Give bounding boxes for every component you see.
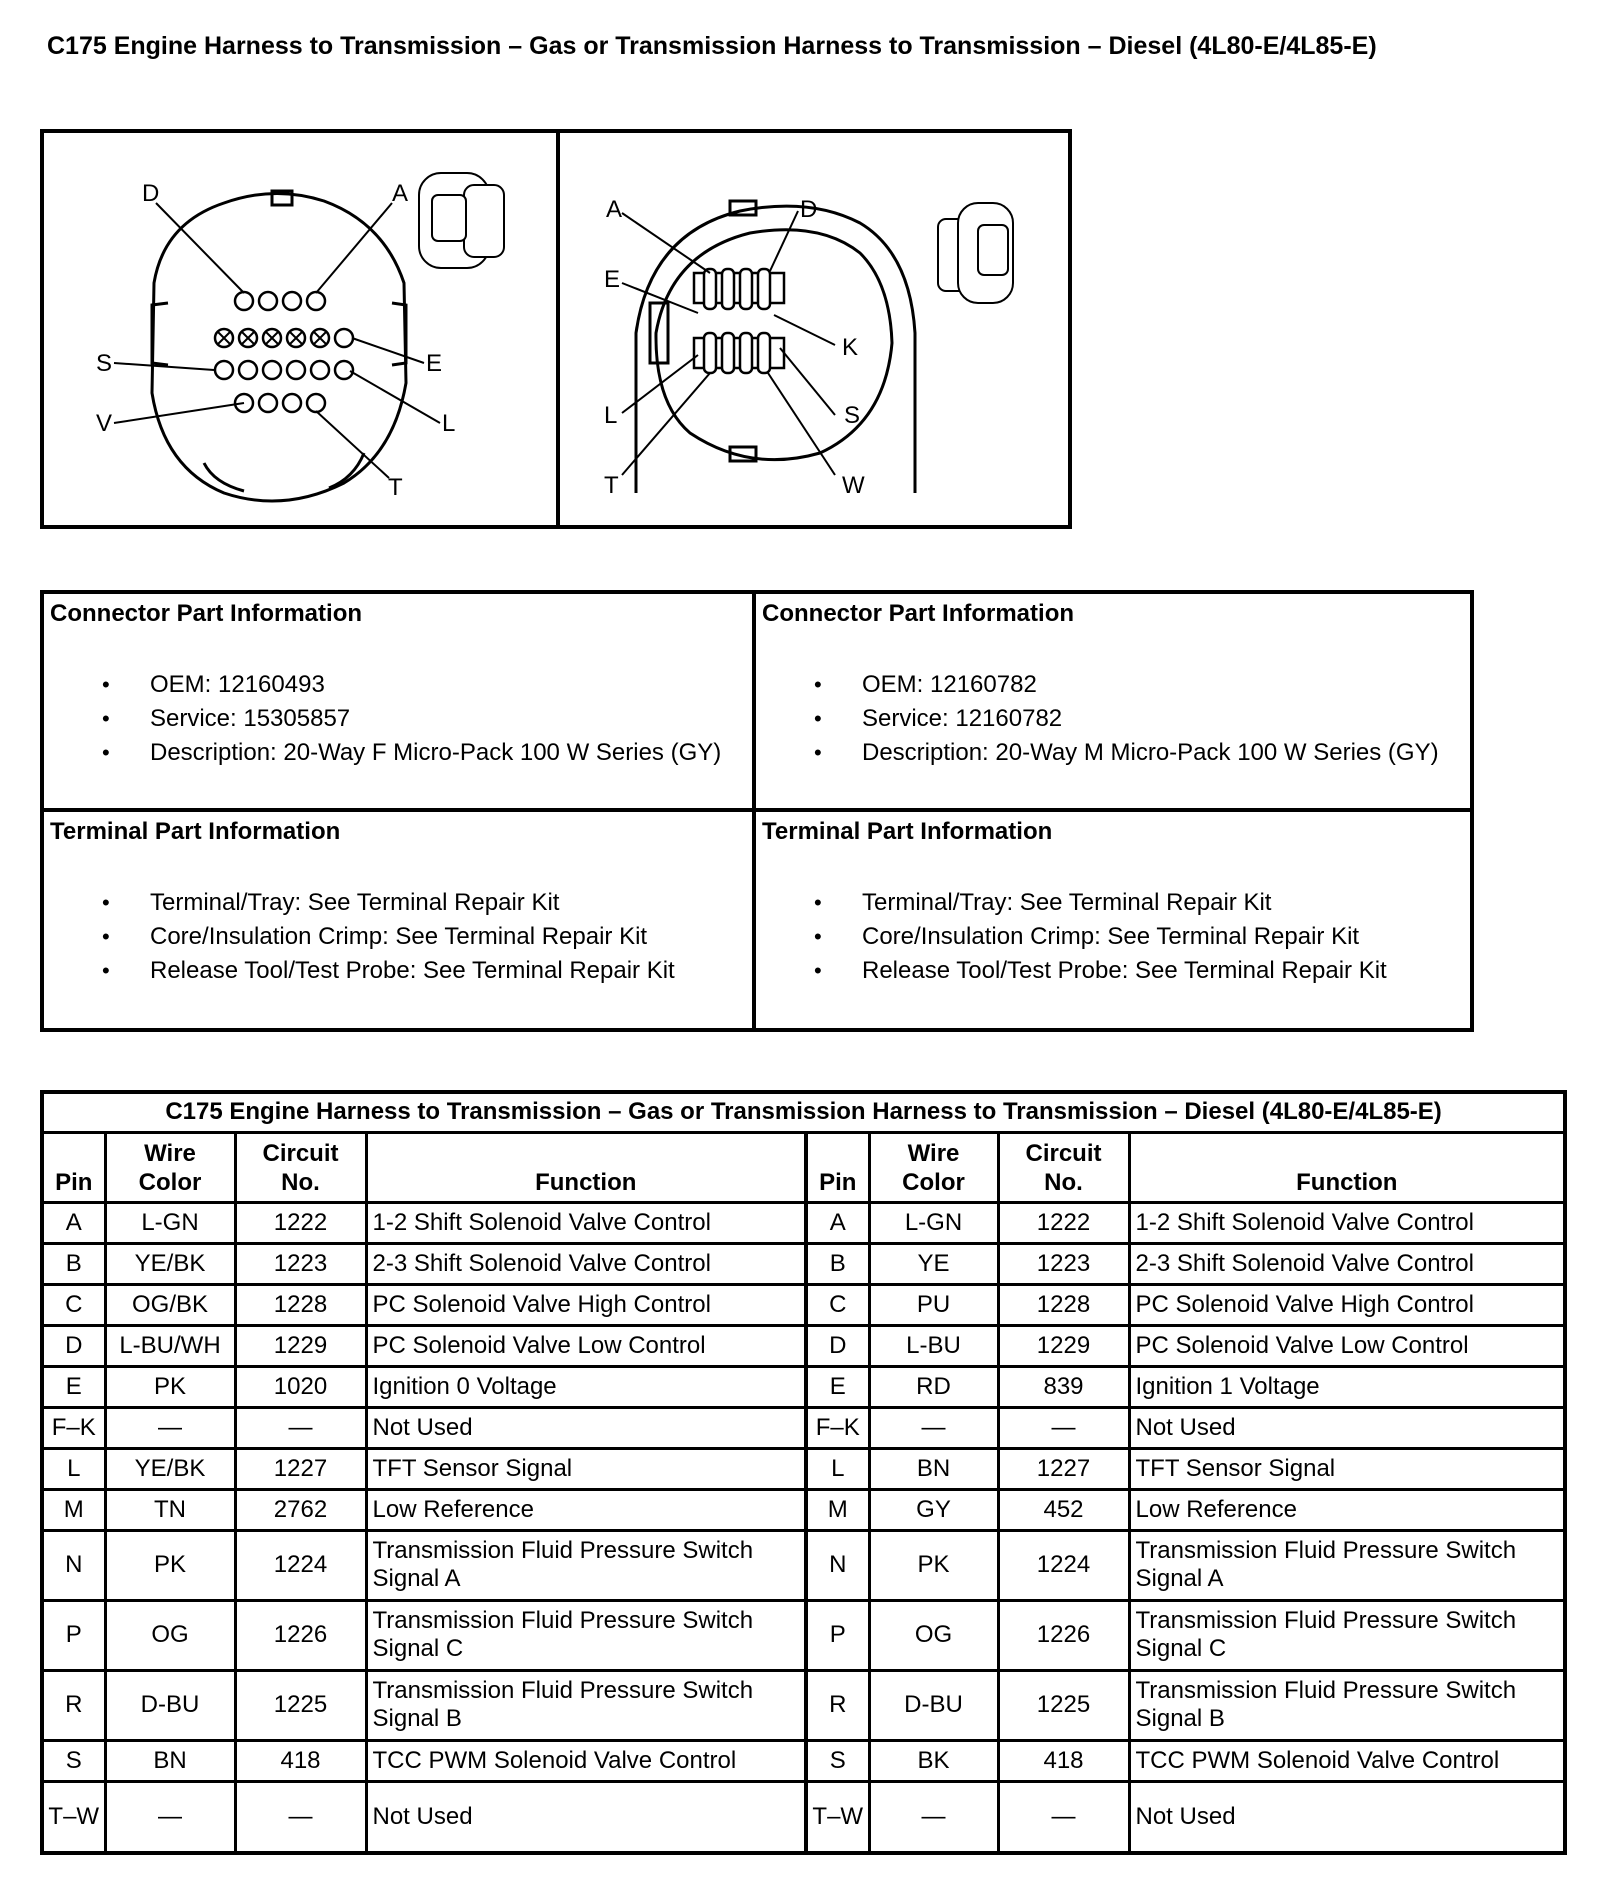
wire-color-cell: RD	[869, 1366, 998, 1407]
label-A: A	[392, 180, 409, 207]
wire-color-cell: OG	[869, 1600, 998, 1670]
bullet-list	[50, 886, 746, 988]
circuit-cell: —	[998, 1781, 1129, 1853]
wire-color-cell: PK	[869, 1530, 998, 1600]
circuit-cell: 1222	[998, 1202, 1129, 1243]
circuit-cell: 452	[998, 1489, 1129, 1530]
function-cell: 1-2 Shift Solenoid Valve Control	[366, 1202, 806, 1243]
wire-color-cell: D-BU	[869, 1670, 998, 1740]
pin-cell: E	[806, 1366, 869, 1407]
pin-cell: T–W	[806, 1781, 869, 1853]
function-cell: TCC PWM Solenoid Valve Control	[366, 1740, 806, 1781]
pin-cell: P	[806, 1600, 869, 1670]
list-item: • Core/Insulation Crimp: See Terminal Repair Kit	[50, 920, 746, 954]
table-row	[42, 1530, 1565, 1600]
label-W-right: W	[842, 472, 865, 499]
connector-inset-icon-right	[938, 203, 1013, 303]
pin-cell: S	[806, 1740, 869, 1781]
table-row	[42, 1448, 1565, 1489]
list-item: • OEM: 12160493	[50, 668, 746, 702]
wire-color-cell: —	[105, 1407, 235, 1448]
function-cell: TCC PWM Solenoid Valve Control	[1129, 1740, 1565, 1781]
function-cell: TFT Sensor Signal	[1129, 1448, 1565, 1489]
header-pin: Pin	[42, 1132, 105, 1202]
circuit-cell: 839	[998, 1366, 1129, 1407]
page-title: C175 Engine Harness to Transmission – Gas or Transmission Harness to Transmission – Diesel (4L80-E/4L85-E)	[47, 32, 1377, 60]
wire-color-cell: GY	[869, 1489, 998, 1530]
pin-cell: R	[42, 1670, 105, 1740]
circuit-cell: 1229	[235, 1325, 366, 1366]
circuit-cell: 1227	[998, 1448, 1129, 1489]
label-L: L	[442, 410, 456, 437]
pin-cell: N	[42, 1530, 105, 1600]
pin-cell: F–K	[806, 1407, 869, 1448]
label-T: T	[388, 474, 403, 501]
table-row	[42, 1740, 1565, 1781]
circuit-cell: 1226	[235, 1600, 366, 1670]
wire-color-cell: YE/BK	[105, 1243, 235, 1284]
label-T-right: T	[604, 472, 619, 499]
label-S: S	[96, 350, 113, 377]
male-connector-drawing	[560, 133, 1068, 525]
circuit-cell: 1225	[998, 1670, 1129, 1740]
list-item: • Core/Insulation Crimp: See Terminal Repair Kit	[762, 920, 1464, 954]
circuit-cell: 1227	[235, 1448, 366, 1489]
circuit-cell: 2762	[235, 1489, 366, 1530]
circuit-cell: 1226	[998, 1600, 1129, 1670]
list-item: • Release Tool/Test Probe: See Terminal Repair Kit	[762, 954, 1464, 988]
circuit-cell: 418	[235, 1740, 366, 1781]
circuit-cell: 1222	[235, 1202, 366, 1243]
section-heading: Terminal Part Information	[762, 818, 1053, 845]
circuit-cell: 1228	[998, 1284, 1129, 1325]
pin-cell: R	[806, 1670, 869, 1740]
wire-color-cell: L-BU/WH	[105, 1325, 235, 1366]
label-E: E	[426, 350, 443, 377]
table-row	[42, 1202, 1565, 1243]
wire-color-cell: YE/BK	[105, 1448, 235, 1489]
circuit-cell: 1229	[998, 1325, 1129, 1366]
wire-color-cell: PK	[105, 1366, 235, 1407]
header-function: Function	[366, 1132, 806, 1202]
pin-cell: D	[42, 1325, 105, 1366]
table-row	[42, 1670, 1565, 1740]
circuit-cell: 1223	[998, 1243, 1129, 1284]
circuit-cell: 1224	[235, 1530, 366, 1600]
header-wire-color: Wire Color	[105, 1132, 235, 1202]
function-cell: Not Used	[1129, 1781, 1565, 1853]
pin-cell: B	[42, 1243, 105, 1284]
pin-cell: C	[42, 1284, 105, 1325]
table-row	[42, 1489, 1565, 1530]
pin-cell: T–W	[42, 1781, 105, 1853]
circuit-cell: 1224	[998, 1530, 1129, 1600]
table-caption: C175 Engine Harness to Transmission – Gas or Transmission Harness to Transmission – Diesel (4L80-E/4L85-E)	[42, 1092, 1565, 1132]
male-connector-diagram	[560, 133, 1068, 525]
wire-color-cell: BK	[869, 1740, 998, 1781]
wire-color-cell: BN	[105, 1740, 235, 1781]
circuit-cell: 1020	[235, 1366, 366, 1407]
pin-cell: L	[42, 1448, 105, 1489]
bullet-list	[762, 668, 1464, 770]
table-header-row	[42, 1132, 1565, 1202]
table-row	[42, 1325, 1565, 1366]
list-item: • Description: 20-Way M Micro-Pack 100 W Series (GY)	[762, 736, 1464, 770]
table-row	[42, 1284, 1565, 1325]
function-cell: PC Solenoid Valve High Control	[1129, 1284, 1565, 1325]
pin-cell: E	[42, 1366, 105, 1407]
function-cell: 2-3 Shift Solenoid Valve Control	[1129, 1243, 1565, 1284]
pin-cell: D	[806, 1325, 869, 1366]
bullet-list	[762, 886, 1464, 988]
function-cell: Ignition 1 Voltage	[1129, 1366, 1565, 1407]
table-body	[42, 1202, 1565, 1853]
function-cell: Transmission Fluid Pressure Switch Signal B	[366, 1670, 806, 1740]
circuit-cell: 1225	[235, 1670, 366, 1740]
pin-cavities	[215, 292, 353, 412]
table-row	[42, 1407, 1565, 1448]
pin-cell: F–K	[42, 1407, 105, 1448]
header-circuit-no: Circuit No.	[235, 1132, 366, 1202]
wire-color-cell: —	[105, 1781, 235, 1853]
label-L-right: L	[604, 402, 618, 429]
female-connector-drawing	[44, 133, 556, 525]
function-cell: Transmission Fluid Pressure Switch Signal A	[1129, 1530, 1565, 1600]
bullet-list	[50, 668, 746, 770]
connector-diagrams	[40, 129, 1072, 529]
function-cell: PC Solenoid Valve Low Control	[1129, 1325, 1565, 1366]
function-cell: PC Solenoid Valve High Control	[366, 1284, 806, 1325]
connector-part-info-right	[756, 594, 1470, 812]
label-D-right: D	[800, 196, 818, 223]
pin-cell: A	[42, 1202, 105, 1243]
function-cell: Transmission Fluid Pressure Switch Signal C	[1129, 1600, 1565, 1670]
table-row	[42, 1366, 1565, 1407]
terminal-part-info-right	[756, 812, 1470, 1028]
connector-inset-icon	[419, 173, 504, 268]
header-function: Function	[1129, 1132, 1565, 1202]
wire-color-cell: PU	[869, 1284, 998, 1325]
pinout-table	[40, 1090, 1567, 1855]
part-information-grid	[40, 590, 1474, 1032]
connector-part-info-left	[44, 594, 756, 812]
section-heading: Connector Part Information	[50, 600, 363, 627]
circuit-cell: —	[235, 1781, 366, 1853]
table-row	[42, 1600, 1565, 1670]
label-K-right: K	[842, 334, 859, 361]
list-item: • Description: 20-Way F Micro-Pack 100 W Series (GY)	[50, 736, 746, 770]
pin-cell: M	[42, 1489, 105, 1530]
list-item: • Service: 15305857	[50, 702, 746, 736]
pin-cell: A	[806, 1202, 869, 1243]
label-S-right: S	[844, 402, 861, 429]
terminal-blades	[694, 269, 784, 373]
pin-cell: P	[42, 1600, 105, 1670]
wire-color-cell: L-BU	[869, 1325, 998, 1366]
list-item: • Terminal/Tray: See Terminal Repair Kit	[50, 886, 746, 920]
function-cell: Low Reference	[366, 1489, 806, 1530]
pin-cell: B	[806, 1243, 869, 1284]
circuit-cell: 418	[998, 1740, 1129, 1781]
wire-color-cell: —	[869, 1407, 998, 1448]
wire-color-cell: OG	[105, 1600, 235, 1670]
wire-color-cell: BN	[869, 1448, 998, 1489]
function-cell: TFT Sensor Signal	[366, 1448, 806, 1489]
wire-color-cell: YE	[869, 1243, 998, 1284]
wire-color-cell: L-GN	[105, 1202, 235, 1243]
pin-cell: N	[806, 1530, 869, 1600]
function-cell: Not Used	[1129, 1407, 1565, 1448]
pin-cell: L	[806, 1448, 869, 1489]
header-circuit-no: Circuit No.	[998, 1132, 1129, 1202]
label-D: D	[142, 180, 160, 207]
circuit-cell: 1223	[235, 1243, 366, 1284]
wire-color-cell: D-BU	[105, 1670, 235, 1740]
function-cell: PC Solenoid Valve Low Control	[366, 1325, 806, 1366]
header-pin: Pin	[806, 1132, 869, 1202]
list-item: • Service: 12160782	[762, 702, 1464, 736]
list-item: • Terminal/Tray: See Terminal Repair Kit	[762, 886, 1464, 920]
function-cell: Not Used	[366, 1781, 806, 1853]
circuit-cell: —	[998, 1407, 1129, 1448]
function-cell: Transmission Fluid Pressure Switch Signal A	[366, 1530, 806, 1600]
circuit-cell: 1228	[235, 1284, 366, 1325]
function-cell: Transmission Fluid Pressure Switch Signal B	[1129, 1670, 1565, 1740]
terminal-part-info-left	[44, 812, 756, 1028]
wire-color-cell: PK	[105, 1530, 235, 1600]
wire-color-cell: OG/BK	[105, 1284, 235, 1325]
function-cell: Not Used	[366, 1407, 806, 1448]
list-item: • OEM: 12160782	[762, 668, 1464, 702]
section-heading: Connector Part Information	[762, 600, 1075, 627]
function-cell: 1-2 Shift Solenoid Valve Control	[1129, 1202, 1565, 1243]
header-wire-color: Wire Color	[869, 1132, 998, 1202]
table-row	[42, 1781, 1565, 1853]
label-V: V	[96, 410, 113, 437]
label-E-right: E	[604, 266, 621, 293]
pin-cell: C	[806, 1284, 869, 1325]
list-item: • Release Tool/Test Probe: See Terminal Repair Kit	[50, 954, 746, 988]
label-A-right: A	[606, 196, 623, 223]
pin-cell: S	[42, 1740, 105, 1781]
pin-cell: M	[806, 1489, 869, 1530]
function-cell: Transmission Fluid Pressure Switch Signal C	[366, 1600, 806, 1670]
function-cell: 2-3 Shift Solenoid Valve Control	[366, 1243, 806, 1284]
female-connector-diagram	[44, 133, 556, 525]
function-cell: Low Reference	[1129, 1489, 1565, 1530]
wire-color-cell: TN	[105, 1489, 235, 1530]
table-row	[42, 1243, 1565, 1284]
wire-color-cell: L-GN	[869, 1202, 998, 1243]
wire-color-cell: —	[869, 1781, 998, 1853]
circuit-cell: —	[235, 1407, 366, 1448]
section-heading: Terminal Part Information	[50, 818, 341, 845]
function-cell: Ignition 0 Voltage	[366, 1366, 806, 1407]
